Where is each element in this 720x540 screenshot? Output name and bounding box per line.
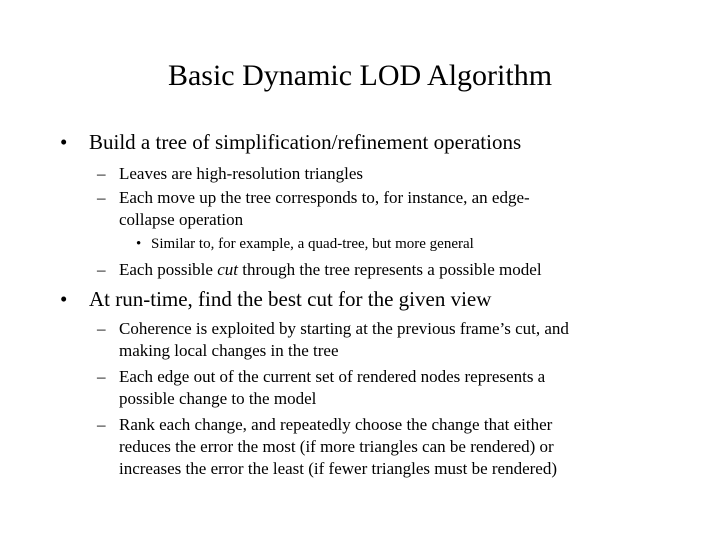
bullet-2-sub-2-line-2: possible change to the model <box>119 389 317 408</box>
dash-marker: – <box>97 415 106 434</box>
small-bullet-marker: • <box>136 236 142 252</box>
bullet-1-sub-2-line-2: collapse operation <box>119 210 244 229</box>
bullet-2-sub-3-line-1: Rank each change, and repeatedly choose the change that either <box>119 415 553 434</box>
bullet-1-sub-3-after: through the tree represents a possible model <box>237 260 542 279</box>
bullet-1-sub-2-line-1: Each move up the tree corresponds to, for instance, an edge- <box>119 188 530 207</box>
bullet-2-sub-1-line-2: making local changes in the tree <box>119 341 339 360</box>
dash-marker: – <box>97 164 106 183</box>
bullet-marker: • <box>60 287 68 311</box>
bullet-2-text: At run-time, find the best cut for the given view <box>89 287 492 311</box>
bullet-2-sub-2-line-1: Each edge out of the current set of rendered nodes represents a <box>119 367 546 386</box>
bullet-1-text: Build a tree of simplification/refinement operations <box>89 130 522 154</box>
bullet-2-sub-3-line-2: reduces the error the most (if more triangles can be rendered) or <box>119 437 554 456</box>
dash-marker: – <box>97 188 106 207</box>
bullet-1-sub-3 <box>119 259 542 280</box>
bullet-marker: • <box>60 130 68 154</box>
bullet-1-sub-3-before: Each possible <box>119 260 218 279</box>
bullet-2-sub-3-line-3: increases the error the least (if fewer triangles must be rendered) <box>119 459 558 478</box>
dash-marker: – <box>97 260 106 279</box>
bullet-1-subsub-1: Similar to, for example, a quad-tree, but more general <box>151 236 474 252</box>
dash-marker: – <box>97 367 106 386</box>
dash-marker: – <box>97 319 106 338</box>
bullet-1-sub-1: Leaves are high-resolution triangles <box>119 164 364 183</box>
bullet-1-sub-3-emphasis: cut <box>217 260 238 279</box>
bullet-2-sub-1-line-1: Coherence is exploited by starting at the previous frame’s cut, and <box>119 319 569 338</box>
slide-title: Basic Dynamic LOD Algorithm <box>167 59 553 92</box>
